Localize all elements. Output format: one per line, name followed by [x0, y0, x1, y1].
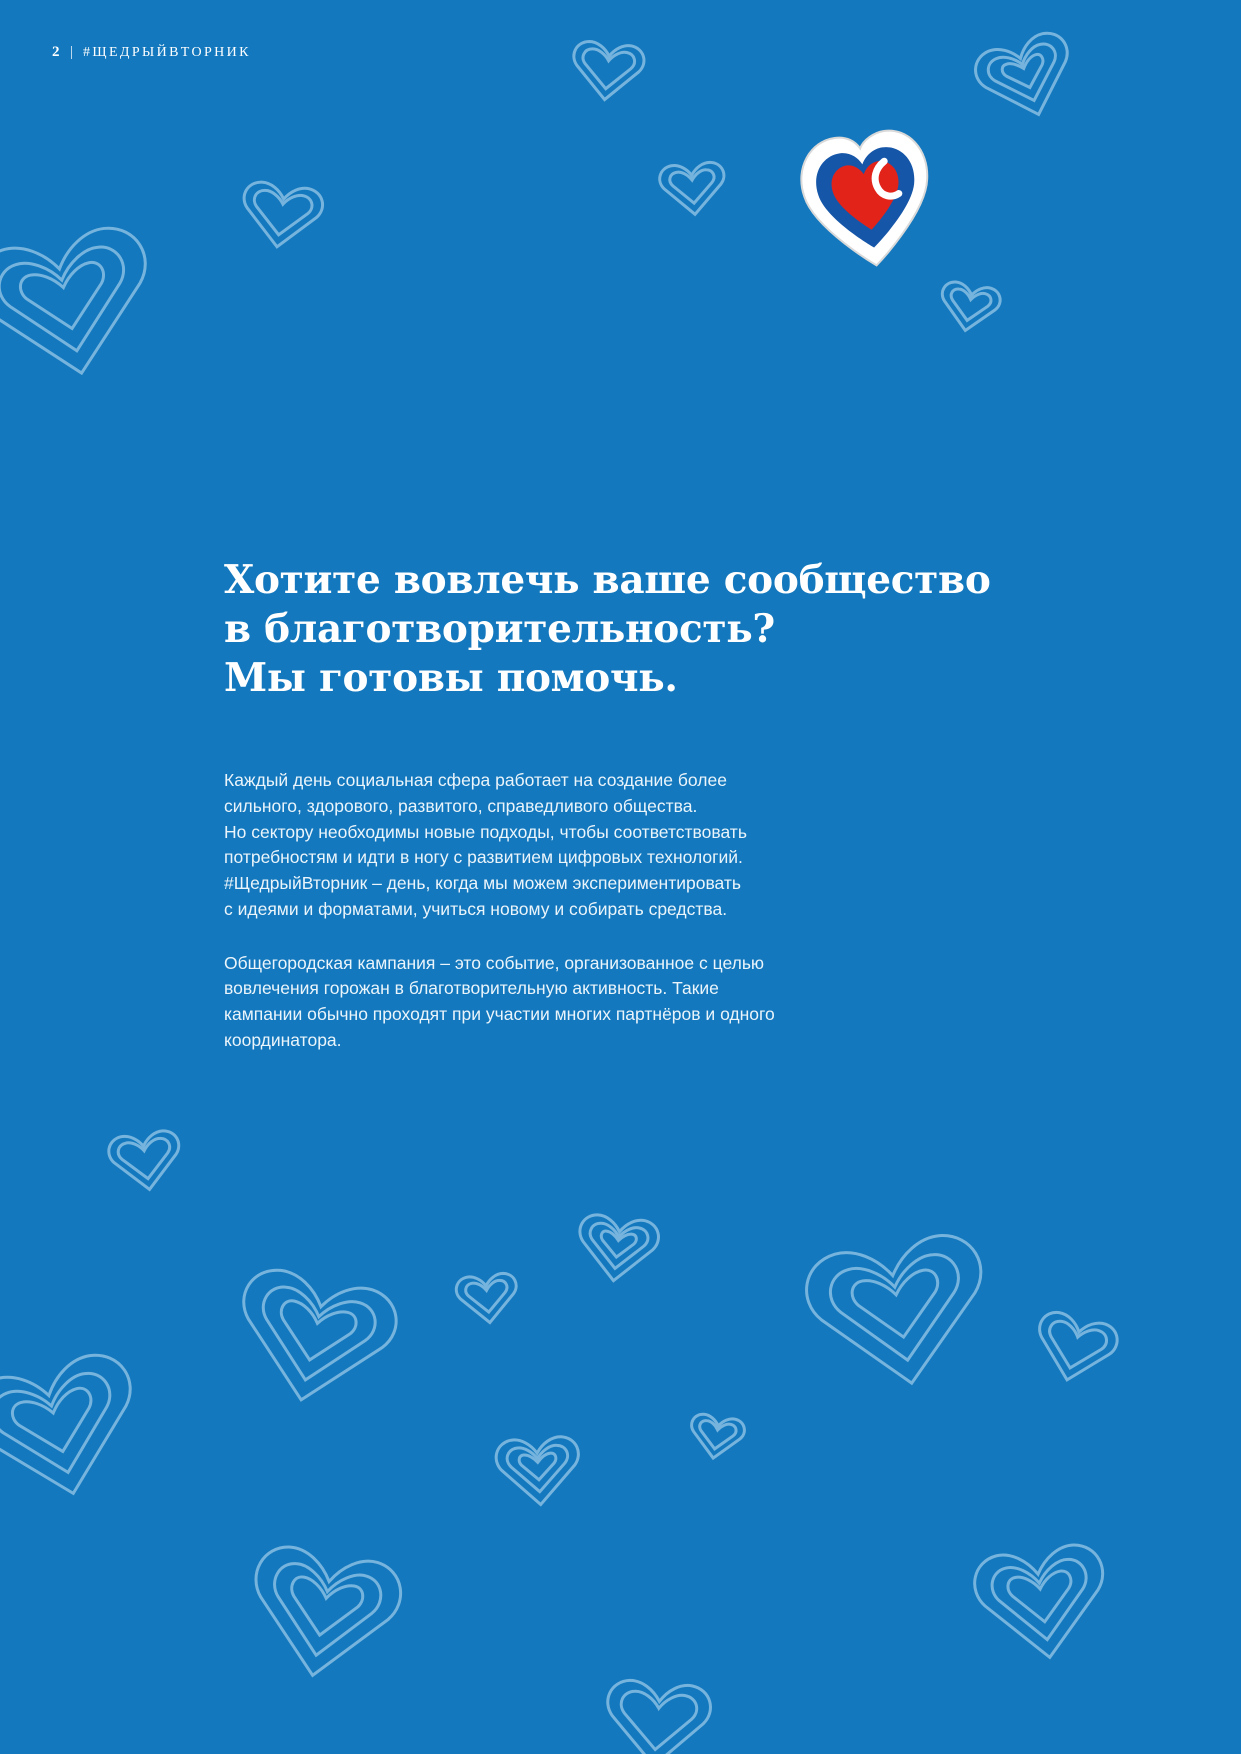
paragraph: [224, 768, 969, 922]
paragraph-line: потребностям и идти в ногу с развитием цифровых технологий.: [224, 847, 743, 868]
decorative-heart-icon: [210, 1228, 421, 1432]
headline-line-1: Хотите вовлечь ваше сообщество: [224, 557, 991, 603]
giving-tuesday-heart-logo: [793, 118, 941, 276]
decorative-heart-icon: [780, 1189, 1016, 1417]
decorative-heart-icon: [99, 1113, 191, 1202]
decorative-heart-icon: [487, 1417, 589, 1515]
decorative-heart-icon: [682, 1401, 752, 1468]
paragraph-line: #ЩедрыйВторник – день, когда мы можем экспериментировать: [224, 873, 742, 894]
decorative-heart-icon: [652, 147, 733, 223]
page-header: [52, 44, 251, 61]
paragraph-line: кампании обычно проходят при участии многих партнёров и одного: [224, 1004, 775, 1024]
paragraph-line: Каждый день социальная сфера работает на создание более: [224, 770, 727, 791]
decorative-heart-icon: [0, 1310, 169, 1531]
body-copy: [224, 768, 984, 1053]
header-separator: |: [70, 44, 74, 60]
decorative-heart-icon: [1021, 1290, 1132, 1398]
page-title: [224, 556, 991, 702]
paragraph-line: Но сектору необходимы новые подходы, чтобы соответствовать: [224, 821, 747, 842]
decorative-heart-icon: [563, 24, 653, 110]
paragraph-line: с идеями и форматами, учиться новому и собирать средства.: [224, 898, 728, 919]
decorative-heart-icon: [956, 1510, 1125, 1679]
header-hashtag: #ЩЕДРЫЙВТОРНИК: [83, 45, 251, 60]
decorative-heart-icon: [931, 267, 1009, 342]
decorative-heart-icon: [449, 1259, 526, 1332]
paragraph-line: Общегородская кампания – это событие, организованное с целью: [224, 952, 765, 973]
paragraph-line: вовлечения горожан в благотворительную активность. Такие: [224, 978, 719, 999]
decorative-heart-icon: [0, 181, 183, 408]
paragraph-line: сильного, здорового, развитого, справедливого общества.: [224, 795, 698, 816]
decorative-heart-icon: [567, 1195, 669, 1294]
paragraph: [224, 951, 969, 1054]
page-content: [224, 556, 991, 1053]
decorative-heart-icon: [956, 6, 1093, 140]
decorative-heart-icon: [593, 1655, 723, 1754]
decorative-heart-icon: [227, 1507, 424, 1704]
page-number: 2: [52, 44, 60, 60]
paragraph-line: координатора.: [224, 1029, 342, 1050]
decorative-heart-icon: [230, 162, 333, 260]
headline-line-2: в благотворительность?: [224, 605, 775, 652]
headline-line-3: Мы готовы помочь.: [224, 654, 678, 701]
